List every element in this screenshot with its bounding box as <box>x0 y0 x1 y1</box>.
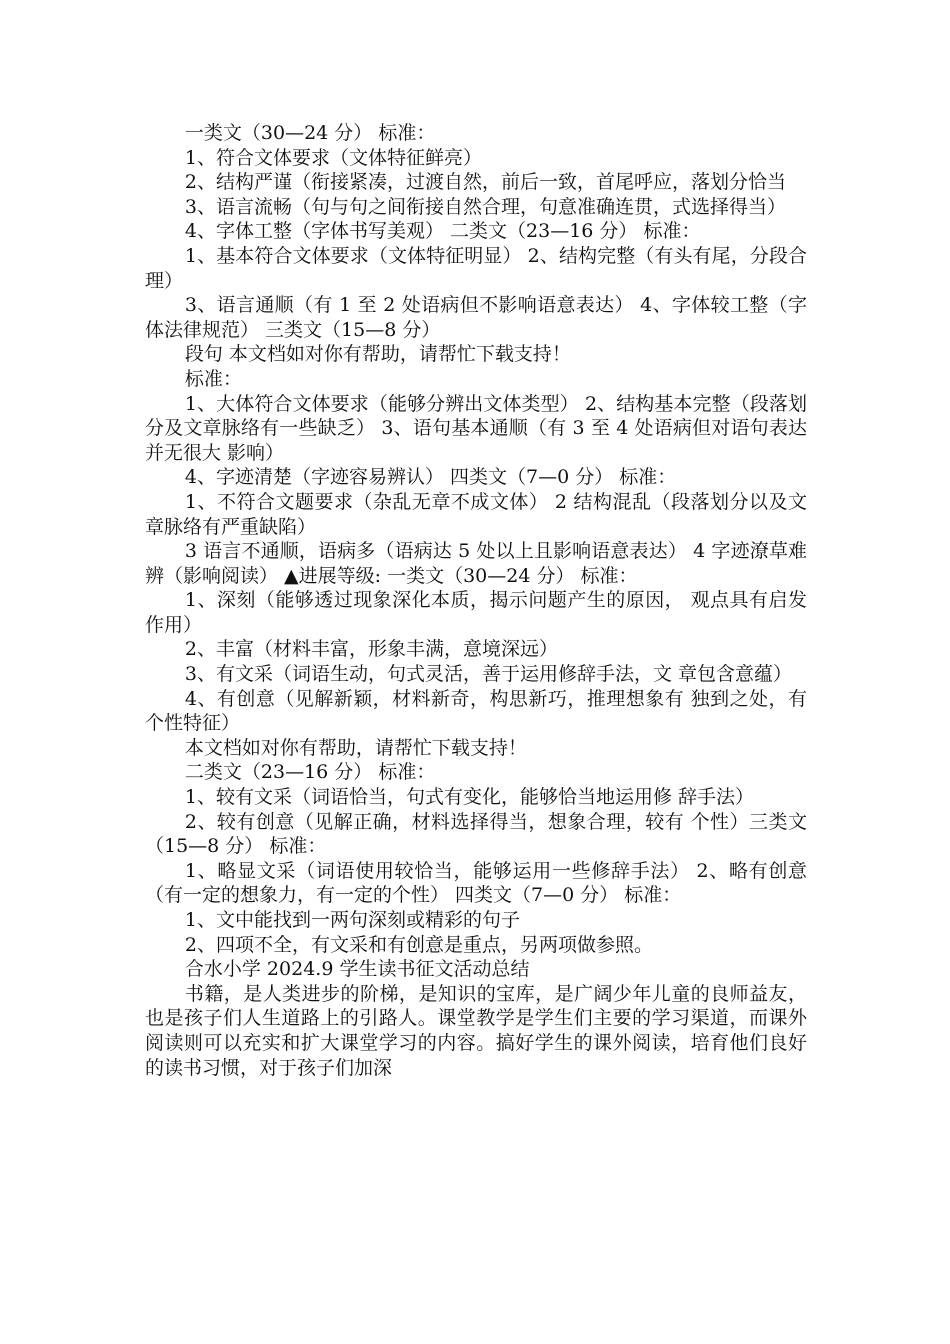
paragraph-summary-title: 合水小学 2024.9 学生读书征文活动总结 <box>184 958 530 981</box>
paragraph-criterion: 2、四项不全，有文采和有创意是重点，另两项做参照。 <box>184 933 653 956</box>
paragraph-criterion: 1、基本符合文体要求（文体特征明显） 2、结构完整（有头有尾，分段合理） <box>145 244 807 292</box>
paragraph-criterion: 2、较有创意（见解正确，材料选择得当，想象合理，较有 个性）三类文（15—8 分） 标准： <box>145 810 807 858</box>
paragraph-grade-two-heading: 二类文（23—16 分） 标准： <box>184 761 436 784</box>
paragraph-criterion: 1、较有文采（词语恰当，句式有变化，能够恰当地运用修 辞手法） <box>184 786 755 809</box>
document-body <box>145 121 807 1080</box>
paragraph-criterion: 4、字体工整（字体书写美观） 二类文（23—16 分） 标准： <box>184 220 701 243</box>
paragraph-criterion: 1、文中能找到一两句深刻或精彩的句子 <box>184 909 520 931</box>
paragraph-criterion: 2、丰富（材料丰富，形象丰满，意境深远） <box>184 638 558 661</box>
paragraph-grade-one-heading: 一类文（30—24 分） 标准： <box>184 122 436 144</box>
paragraph-criterion: 4、有创意（见解新颖，材料新奇，构思新巧，推理想象有 独到之处，有个性特征） <box>145 687 807 735</box>
paragraph-criterion: 1、不符合文题要求（杂乱无章不成文体） 2 结构混乱（段落划分以及文章脉络有严重缺陷） <box>145 490 807 538</box>
paragraph-download-note: 段句 本文档如对你有帮助，请帮忙下载支持！ <box>184 343 571 366</box>
paragraph-summary-body: 书籍，是人类进步的阶梯，是知识的宝库，是广阔少年儿童的良师益友，也是孩子们人生道路上的引路人。课堂教学是学生们主要的学习渠道，而课外阅读则可以充实和扩大课堂学习的内容。搞好学生的课外阅读，培育他们良好的读书习惯，对于孩子们加深 <box>145 982 807 1079</box>
paragraph-criterion: 3 语言不通顺，语病多（语病达 5 处以上且影响语意表达） 4 字迹潦草难辨（影响阅读） ▲进展等级: 一类文（30—24 分） 标准： <box>145 540 807 587</box>
paragraph-criterion: 3、有文采（词语生动，句式灵活，善于运用修辞手法，文 章包含意蕴） <box>184 663 793 686</box>
paragraph-criterion: 1、略显文采（词语使用较恰当，能够运用一些修辞手法） 2、略有创意（有一定的想象力，有一定的个性） 四类文（7—0 分） 标准： <box>145 859 807 907</box>
paragraph-criterion: 2、结构严谨（衔接紧凑，过渡自然，前后一致，首尾呼应，落划分恰当 <box>184 171 786 194</box>
paragraph-criterion: 1、大体符合文体要求（能够分辨出文体类型） 2、结构基本完整（段落划分及文章脉络有一些缺乏） 3、语句基本通顺（有 3 至 4 处语病但对语句表达并无很大 影响） <box>145 392 807 464</box>
paragraph-download-note: 本文档如对你有帮助，请帮忙下载支持！ <box>184 736 527 759</box>
paragraph-criterion: 4、字迹清楚（字迹容易辨认） 四类文（7—0 分） 标准： <box>184 466 677 489</box>
paragraph-criterion: 3、语言通顺（有 1 至 2 处语病但不影响语意表达） 4、字体较工整（字体法律规范） 三类文（15—8 分） <box>145 294 807 341</box>
paragraph-standard-label: 标准： <box>184 367 242 390</box>
paragraph-criterion: 3、语言流畅（句与句之间衔接自然合理，句意准确连贯，式选择得当） <box>184 195 786 218</box>
paragraph-criterion: 1、符合文体要求（文体特征鲜亮） <box>184 146 482 169</box>
paragraph-criterion: 1、深刻（能够透过现象深化本质，揭示问题产生的原因， 观点具有启发作用） <box>145 589 807 636</box>
